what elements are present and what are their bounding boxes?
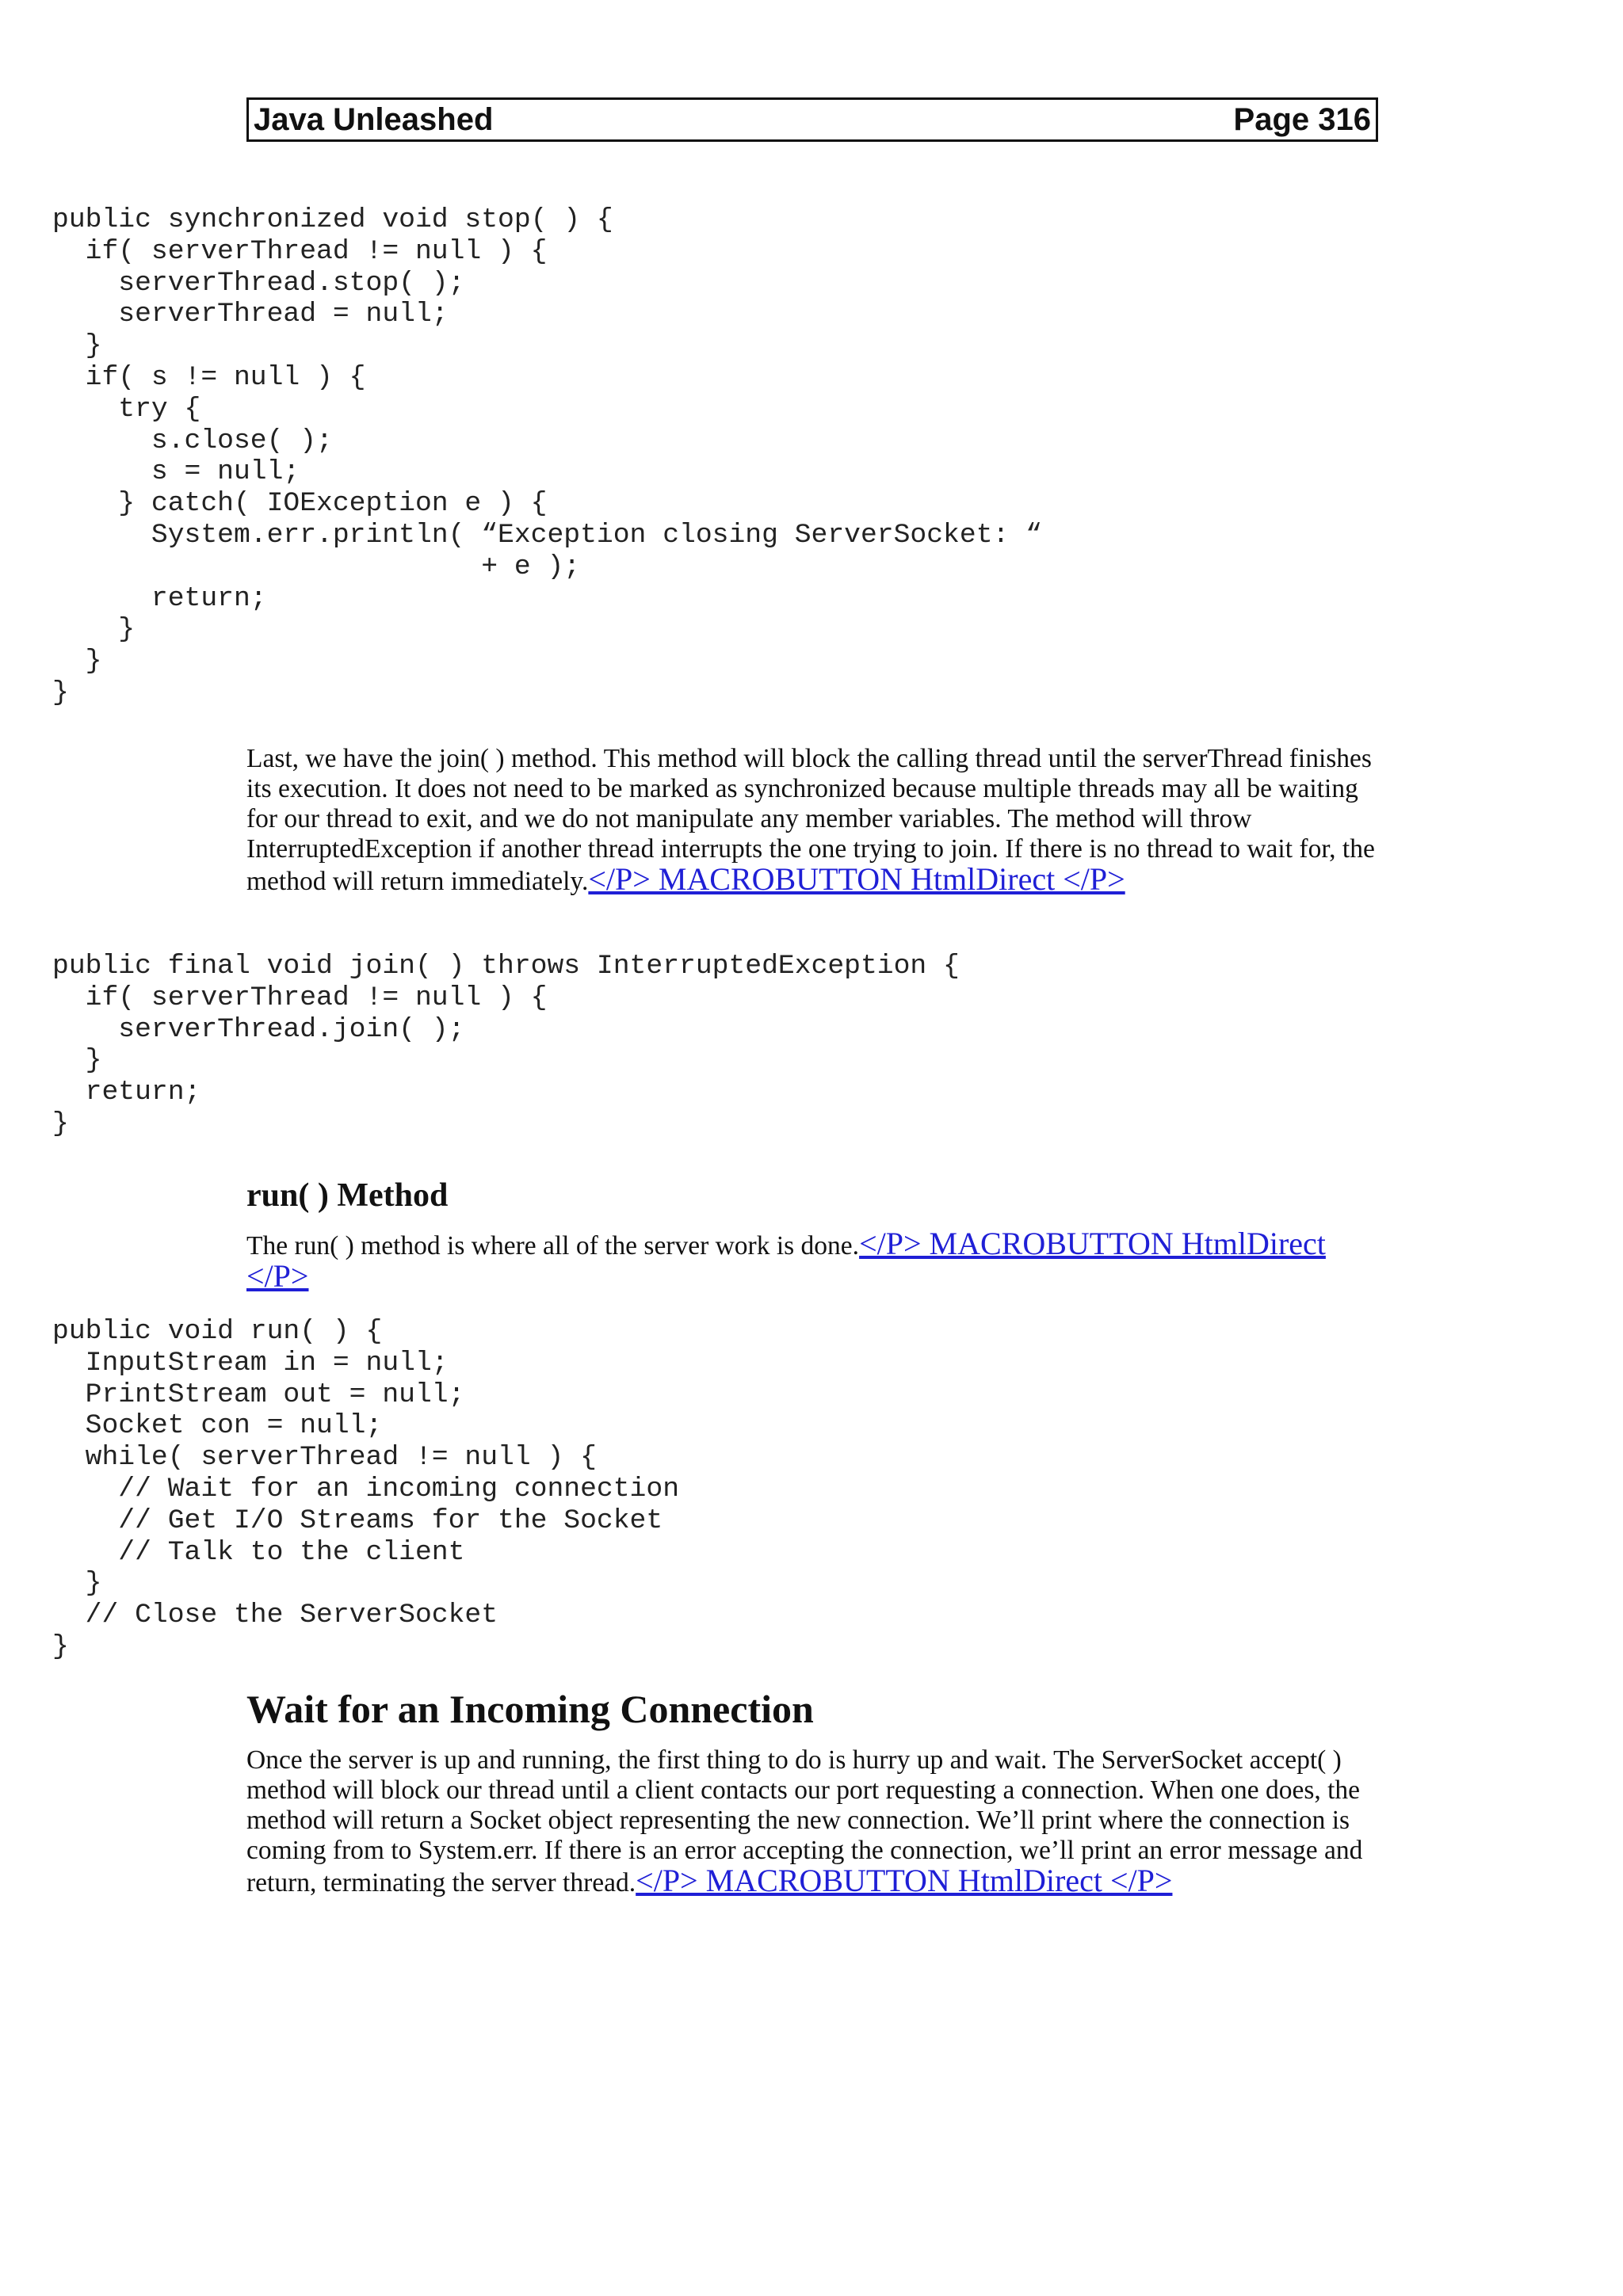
paragraph-text: Once the server is up and running, the first thing to do is hurry up and wait. The ServerSocket accept( ) method will block our thread until a client contacts our port requesting a connection. When one does, the method will return a Socket object representing the new connection. We’ll print where the connection is coming from to System.err. If there is an error accepting the connection, we’ll print an error message and return, terminating the server thread. xyxy=(246,1745,1363,1897)
code-block-run: public void run( ) { InputStream in = null; PrintStream out = null; Socket con = null; while( serverThread != null ) { // Wait for an incoming connection // Get I/O Streams for the Socket // Talk to the client } // Close the ServerSocket } xyxy=(52,1316,680,1662)
paragraph-wait-intro xyxy=(246,1745,1388,1898)
macrobutton-link[interactable]: </P> MACROBUTTON HtmlDirect </P> xyxy=(636,1863,1173,1898)
paragraph-join-intro xyxy=(246,744,1388,897)
code-block-join: public final void join( ) throws InterruptedException { if( serverThread != null ) { serverThread.join( ); } return; } xyxy=(52,951,960,1139)
macrobutton-link[interactable]: </P> MACROBUTTON HtmlDirect </P> xyxy=(588,861,1125,897)
section-heading-wait-connection: Wait for an Incoming Connection xyxy=(246,1687,814,1731)
page-number: Page 316 xyxy=(1233,102,1371,137)
page-header xyxy=(246,97,1378,142)
section-heading-run-method: run( ) Method xyxy=(246,1177,449,1214)
paragraph-run-intro xyxy=(246,1226,1388,1294)
code-block-stop: public synchronized void stop( ) { if( serverThread != null ) { serverThread.stop( ); serverThread = null; } if( s != null ) { try { s.close( ); s = null; } catch( IOException e ) { System.err.println( “Exception closing ServerSocket: “ + e ); return; } } } xyxy=(52,204,1042,708)
paragraph-text: Last, we have the join( ) method. This method will block the calling thread until the serverThread finishes its execution. It does not need to be marked as synchronized because multiple threads may all be waiting for our thread to exit, and we do not manipulate any member variables. The method will throw InterruptedException if another thread interrupts the one trying to join. If there is no thread to wait for, the method will return immediately. xyxy=(246,744,1375,896)
paragraph-text: The run( ) method is where all of the server work is done. xyxy=(246,1231,860,1261)
book-title: Java Unleashed xyxy=(254,102,494,137)
macrobutton-link[interactable]: </P> MACROBUTTON HtmlDirect </P> xyxy=(246,1226,1326,1294)
